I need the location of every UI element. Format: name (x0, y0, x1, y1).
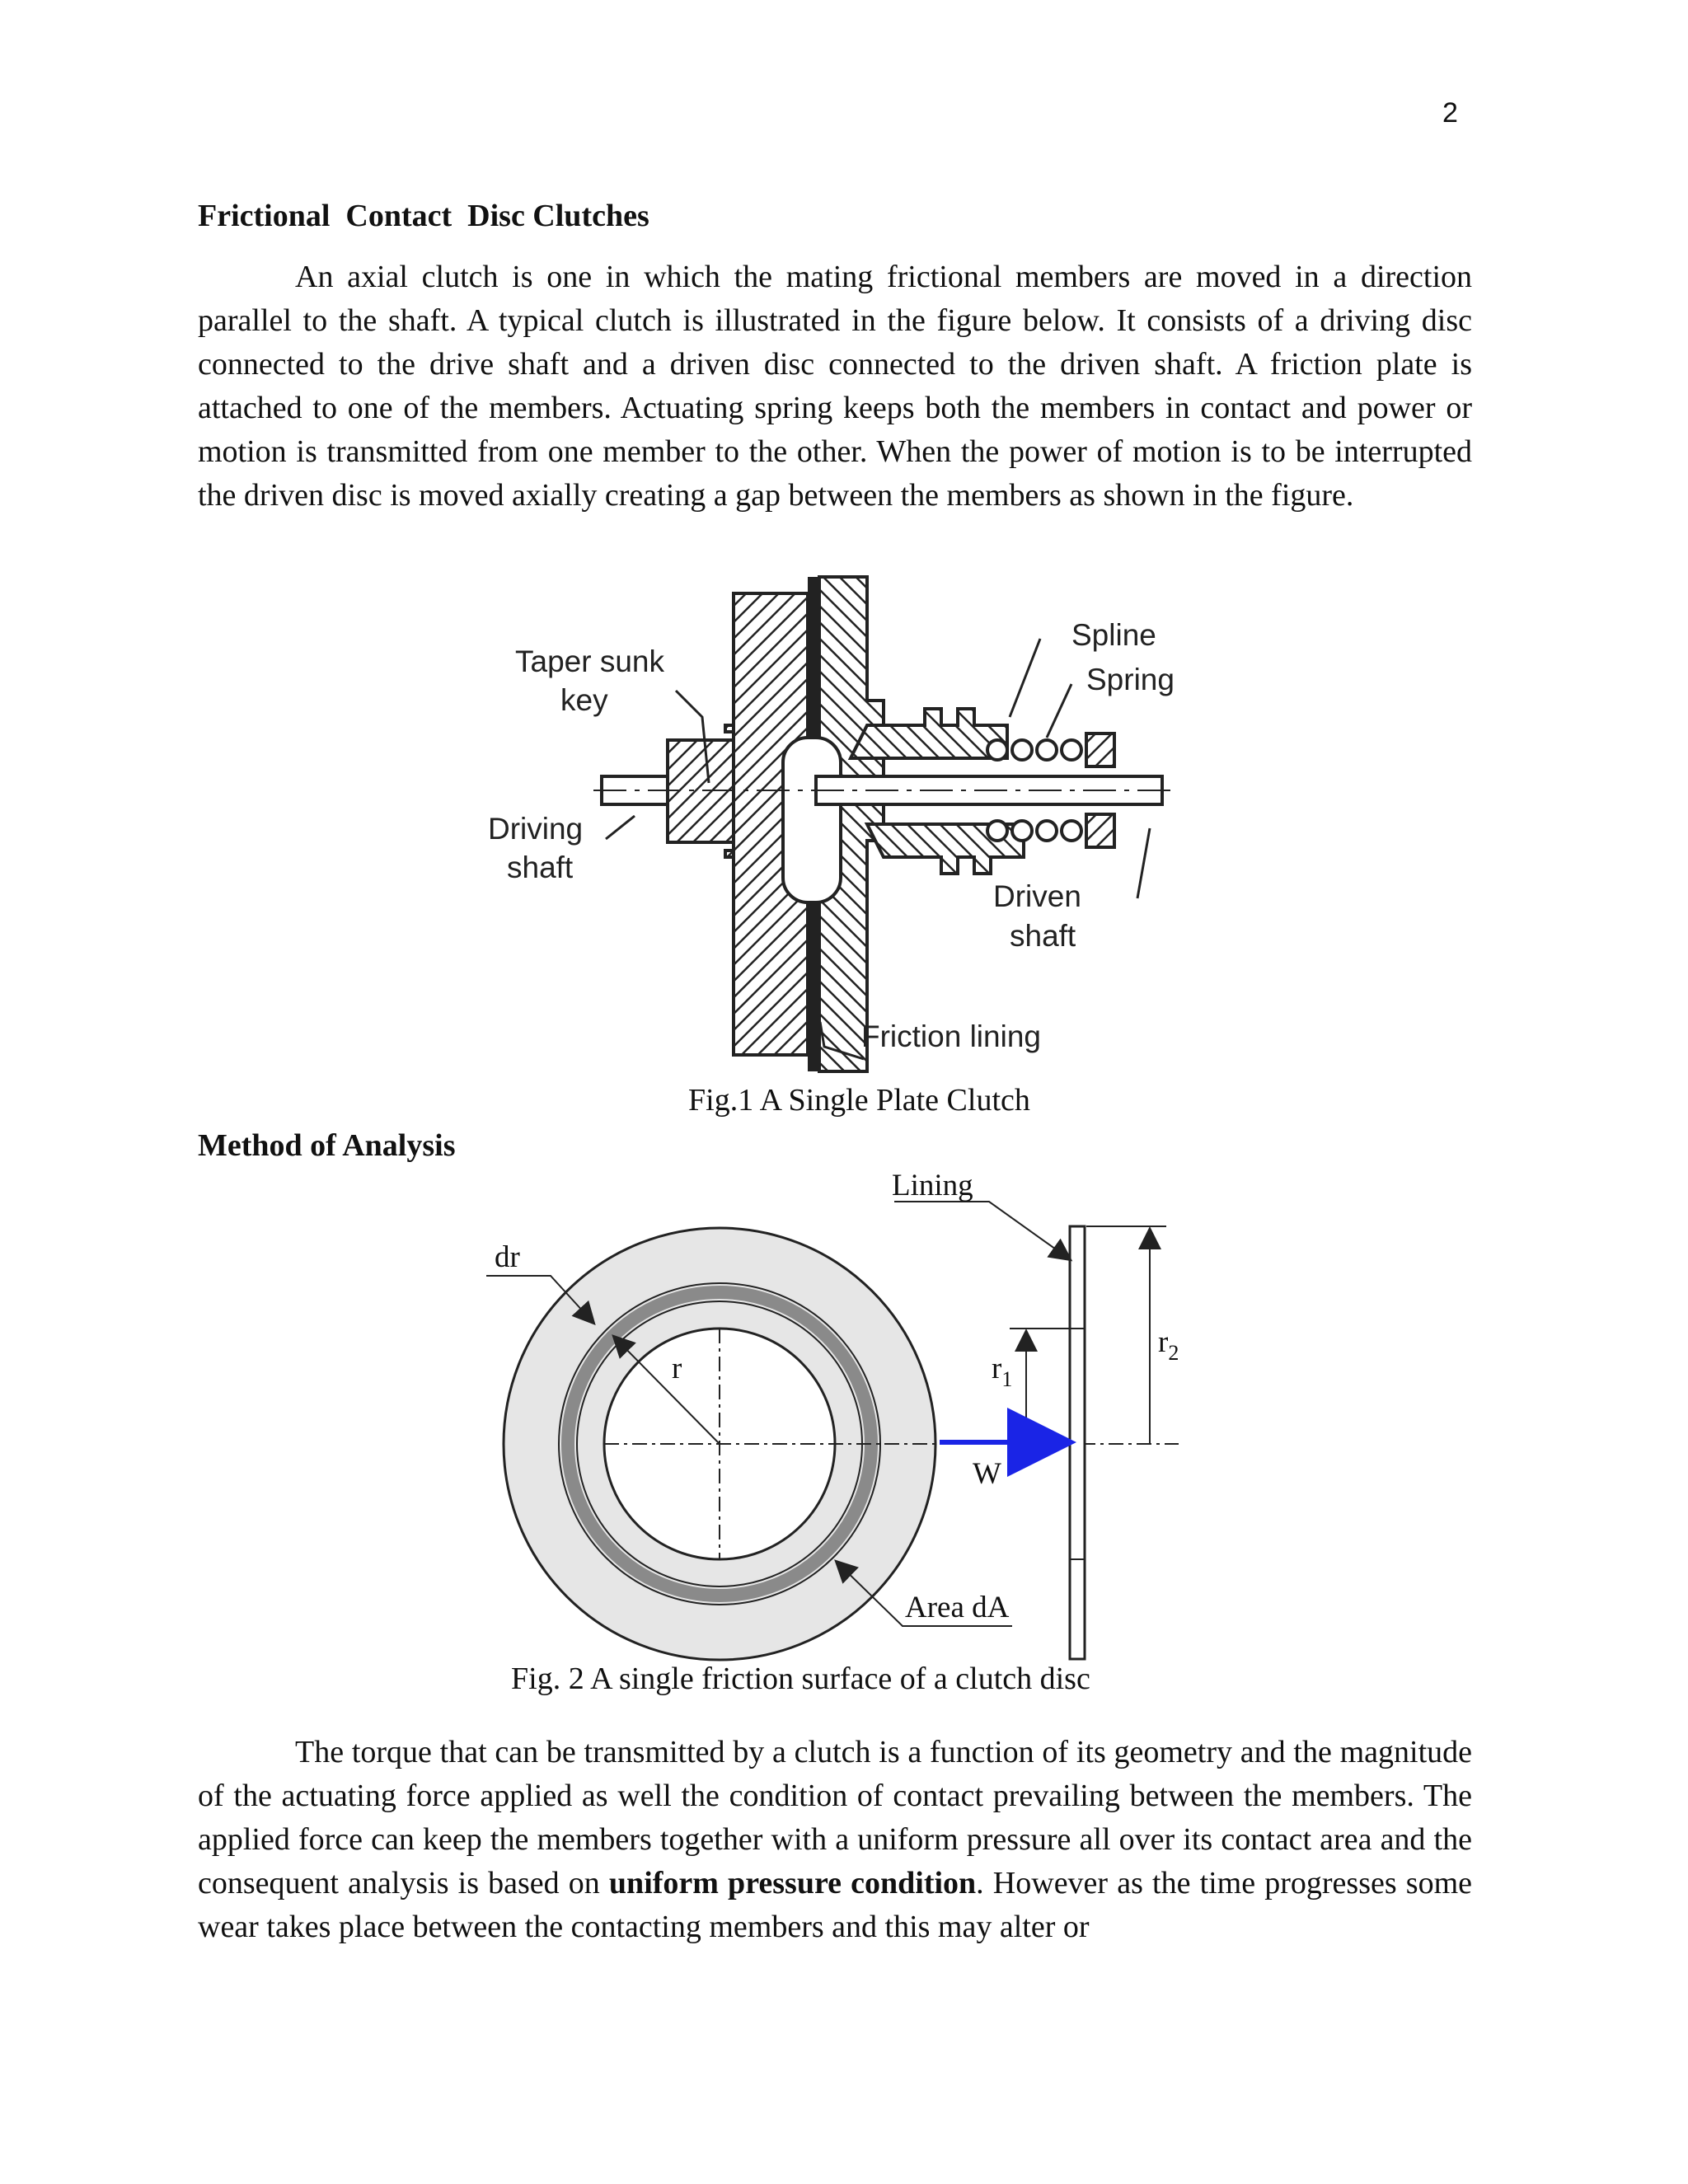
intro-paragraph: An axial clutch is one in which the mating frictional members are moved in a direction parallel to the shaft. A typical clutch is illustrated in the figure below. It consists of a driving disc connected to the drive shaft and a driven disc connected to the driven shaft. A friction plate is attached to one of the members. Actuating spring keeps both the members in contact and power or motion is transmitted from one member to the other. When the power of motion is to be interrupted the driven disc is moved axially creating a gap between the members as shown in the figure. (198, 260, 1472, 513)
section-heading-disc-clutches: Frictional Contact Disc Clutches (198, 199, 649, 233)
label-r1: $r_1$ (992, 1352, 1013, 1391)
label-taper-sunk: Taper sunk (515, 644, 664, 678)
label-key: key (560, 683, 608, 717)
figure1-caption: Fig.1 A Single Plate Clutch (688, 1083, 1030, 1118)
torque-paragraph: The torque that can be transmitted by a clutch is a function of its geometry and the magnitude of the actuating force applied as well the condition of contact prevailing between the members. The applied force can keep the members together with a uniform pressure all over its contact area and the consequent analysis is based on uniform pressure condition. However as the time progresses some wear takes place between the contacting members and this may alter or (198, 1735, 1472, 1944)
label-r2: $r_2$ (1158, 1325, 1179, 1365)
label-spring: Spring (1086, 663, 1175, 696)
section-heading-method-of-analysis: Method of Analysis (198, 1128, 456, 1163)
disc-side-view (1070, 1226, 1085, 1659)
label-spline: Spline (1071, 618, 1156, 652)
label-driven: Driven (993, 879, 1081, 913)
uniform-pressure-term: uniform pressure condition (608, 1866, 977, 1900)
label-lining: Lining (892, 1169, 973, 1202)
label-driving: Driving (488, 812, 584, 846)
label-driving-shaft: shaft (507, 851, 574, 884)
label-w: W (973, 1457, 1001, 1491)
label-friction-lining: Friction lining (861, 1019, 1041, 1053)
label-driven-shaft: shaft (1010, 919, 1076, 953)
page-number: 2 (1442, 97, 1458, 129)
label-dr: dr (495, 1240, 520, 1274)
label-r: r (672, 1352, 682, 1385)
figure2-caption: Fig. 2 A single friction surface of a clutch disc (511, 1661, 1090, 1696)
label-area-da: Area dA (905, 1591, 1010, 1624)
